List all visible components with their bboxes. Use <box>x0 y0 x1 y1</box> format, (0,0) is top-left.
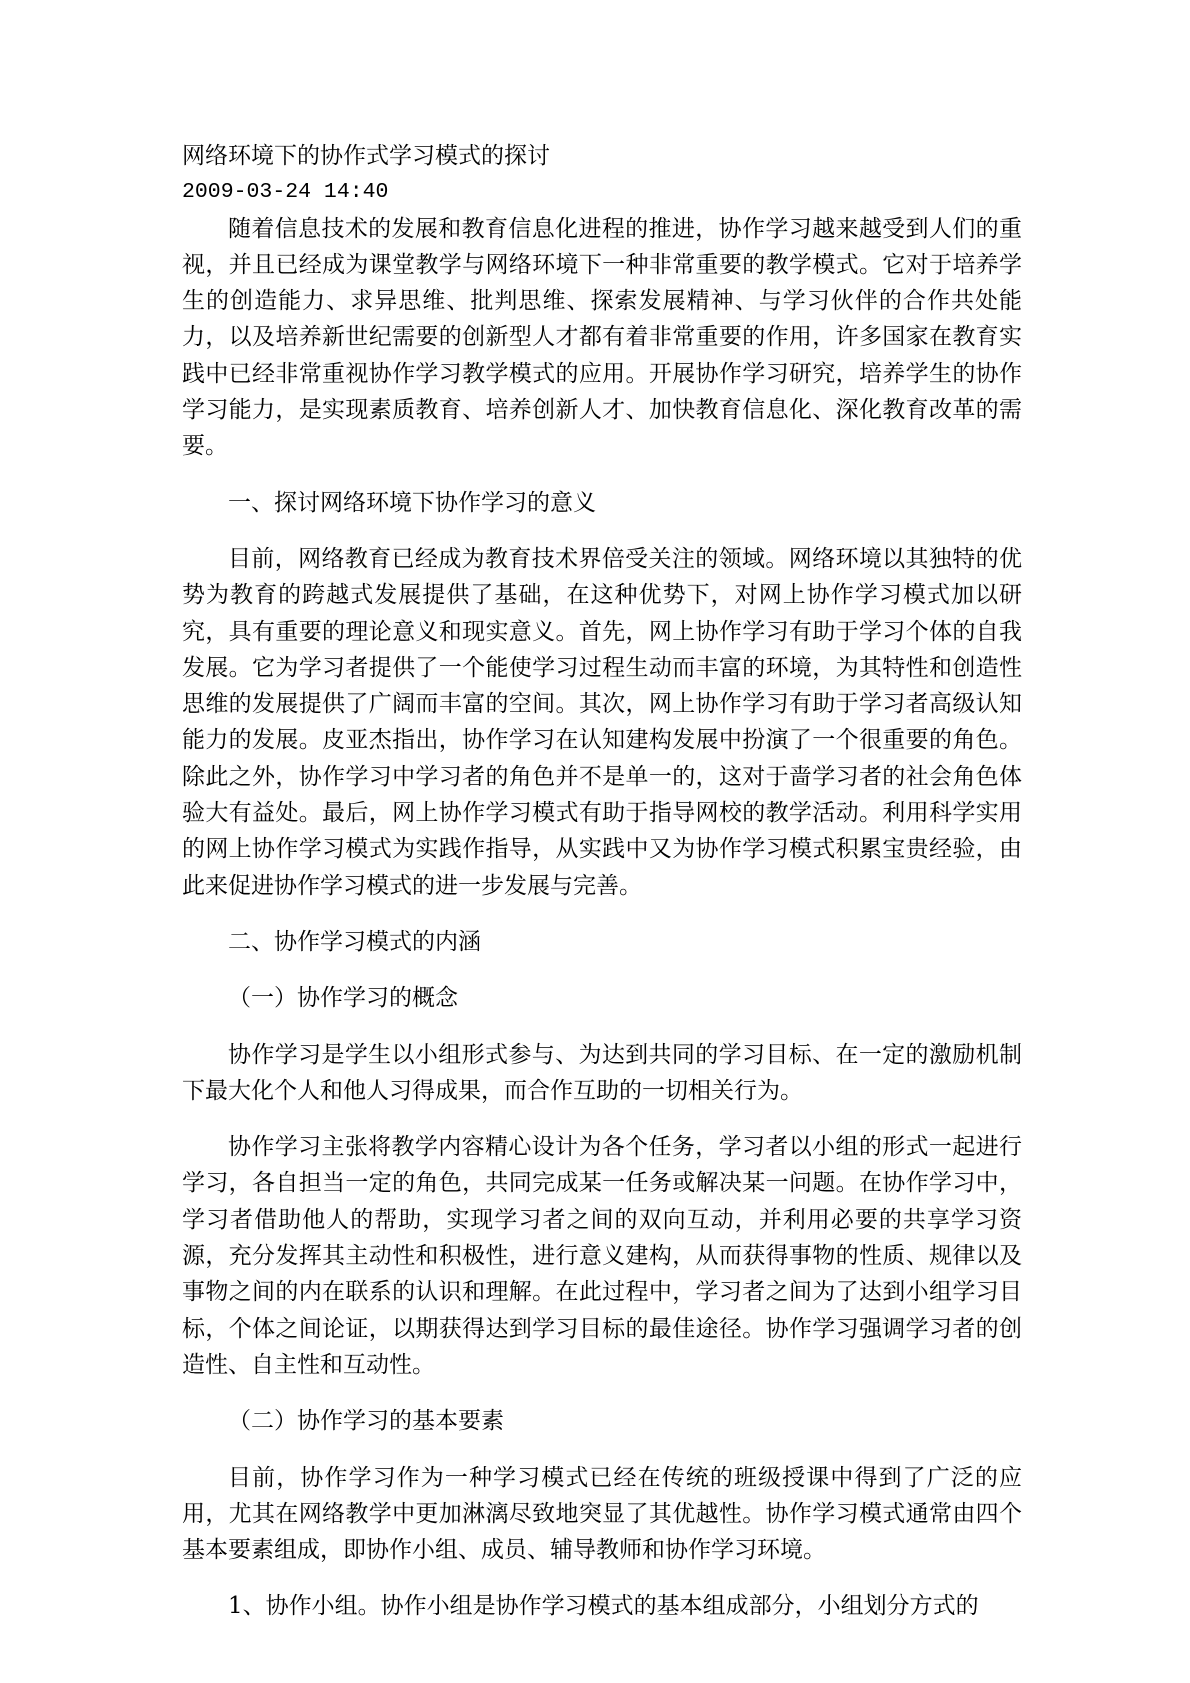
paragraph-concept-detail: 协作学习主张将教学内容精心设计为各个任务，学习者以小组的形式一起进行学习，各自担当一定的角色，共同完成某一任务或解决某一问题。在协作学习中，学习者借助他人的帮助，实现学习者之间的双向互动，并利用必要的共享学习资源，充分发挥其主动性和积极性，进行意义建构，从而获得事物的性质、规律以及事物之间的内在联系的认识和理解。在此过程中，学习者之间为了达到小组学习目标，个体之间论证，以期获得达到学习目标的最佳途径。协作学习强调学习者的创造性、自主性和互动性。 <box>182 1134 1022 1378</box>
subsection-heading-elements: （二）协作学习的基本要素 <box>228 1408 504 1435</box>
section-heading-connotation: 二、协作学习模式的内涵 <box>228 928 481 955</box>
article-title: 网络环境下的协作式学习模式的探讨 <box>182 143 550 169</box>
article-date: 2009-03-24 14:40 <box>182 180 389 205</box>
paragraph-intro: 随着信息技术的发展和教育信息化进程的推进，协作学习越来越受到人们的重视，并且已经成为课堂教学与网络环境下一种非常重要的教学模式。它对于培养学生的创造能力、求异思维、批判思维、探索发展精神、与学习伙伴的合作共处能力，以及培养新世纪需要的创新型人才都有着非常重要的作用，许多国家在教育实践中已经非常重视协作学习教学模式的应用。开展协作学习研究，培养学生的协作学习能力，是实现素质教育、培养创新人才、加快教育信息化、深化教育改革的需要。 <box>182 215 1022 460</box>
paragraph-concept-definition: 协作学习是学生以小组形式参与、为达到共同的学习目标、在一定的激励机制下最大化个人和他人习得成果，而合作互助的一切相关行为。 <box>182 1041 1022 1104</box>
paragraph-element-group: 1、协作小组。协作小组是协作学习模式的基本组成部分，小组划分方式的 <box>228 1593 979 1620</box>
subsection-heading-concept: （一）协作学习的概念 <box>228 985 458 1012</box>
paragraph-significance: 目前，网络教育已经成为教育技术界倍受关注的领域。网络环境以其独特的优势为教育的跨越式发展提供了基础，在这种优势下，对网上协作学习模式加以研究，具有重要的理论意义和现实意义。首先，网上协作学习有助于学习个体的自我发展。它为学习者提供了一个能使学习过程生动而丰富的环境，为其特性和创造性思维的发展提供了广阔而丰富的空间。其次，网上协作学习有助于学习者高级认知能力的发展。皮亚杰指出，协作学习在认知建构发展中扮演了一个很重要的角色。除此之外，协作学习中学习者的角色并不是单一的，这对于啬学习者的社会角色体验大有益处。最后，网上协作学习模式有助于指导网校的教学活动。利用科学实用的网上协作学习模式为实践作指导，从实践中又为协作学习模式积累宝贵经验，由此来促进协作学习模式的进一步发展与完善。 <box>182 545 1022 899</box>
paragraph-elements: 目前，协作学习作为一种学习模式已经在传统的班级授课中得到了广泛的应用，尤其在网络教学中更加淋漓尽致地突显了其优越性。协作学习模式通常由四个基本要素组成，即协作小组、成员、辅导教师和协作学习环境。 <box>182 1464 1022 1564</box>
document-page <box>182 138 1022 1625</box>
section-heading-significance: 一、探讨网络环境下协作学习的意义 <box>228 489 596 516</box>
